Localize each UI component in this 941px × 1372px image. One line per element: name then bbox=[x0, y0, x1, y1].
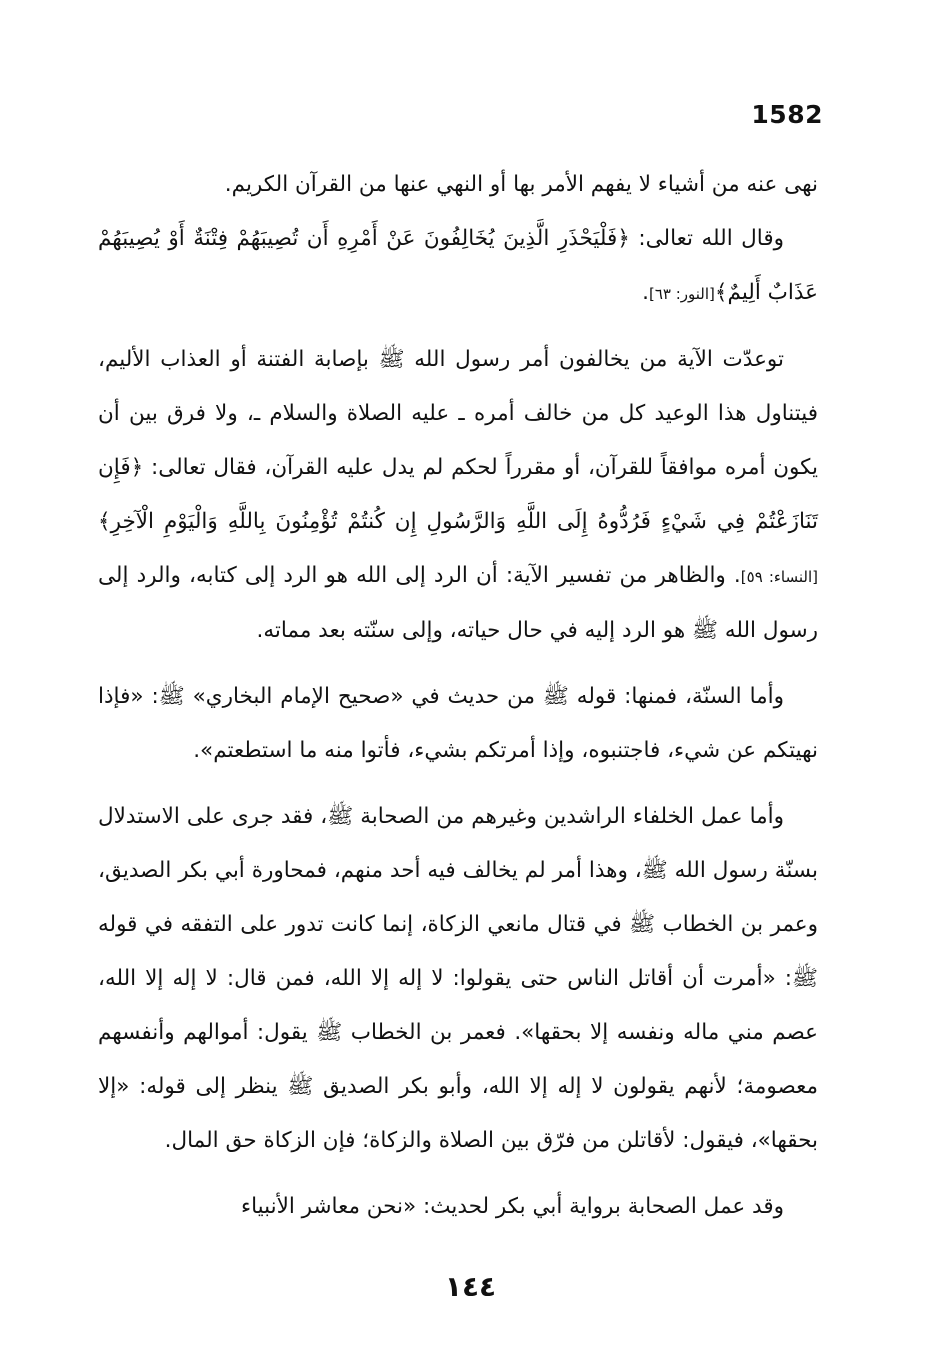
verse-reference: [النور: ٦٣] bbox=[648, 285, 715, 303]
paragraph-text: توعدّت الآية من يخالفون أمر رسول الله ﷺ بإصابة الفتنة أو العذاب الأليم، فيتناول هذا الوعيد كل من خالف أمره ـ عليه الصلاة والسلام ـ، ولا فرق بين أن يكون أمره موافقاً للقرآن، أو مقرراً لحكم لم يدل عليه القرآن، فقال تعالى: bbox=[98, 347, 818, 480]
paragraph-text: . bbox=[642, 280, 649, 305]
paragraph-p1 bbox=[98, 158, 818, 212]
paragraph-p4 bbox=[98, 670, 818, 778]
paragraph-p3 bbox=[98, 333, 818, 658]
folio-number: ١٤٤ bbox=[444, 1270, 497, 1303]
paragraph-text: وأما عمل الخلفاء الراشدين وغيرهم من الصحابة ﷺ، فقد جرى على الاستدلال بسنّة رسول الله ﷺ، وهذا أمر لم يخالف فيه أحد منهم، فمحاورة أبي بكر الصديق، وعمر بن الخطاب ﷺ في قتال مانعي الزكاة، إنما كانت تدور على التفقه في قوله ﷺ: «أمرت أن أقاتل الناس حتى يقولوا: لا إله إلا الله، فمن قال: لا إله إلا الله، عصم مني ماله ونفسه إلا بحقها». فعمر بن الخطاب ﷺ يقول: أموالهم وأنفسهم معصومة؛ لأنهم يقولون لا إله إلا الله، وأبو بكر الصديق ﷺ ينظر إلى قوله: «إلا بحقها»، فيقول: لأقاتلن من فرّق بين الصلاة والزكاة؛ فإن الزكاة حق المال. bbox=[98, 804, 818, 1153]
paragraph-text: وقد عمل الصحابة برواية أبي بكر لحديث: «نحن معاشر الأنبياء bbox=[240, 1194, 784, 1219]
paragraph-text: نهى عنه من أشياء لا يفهم الأمر بها أو النهي عنها من القرآن الكريم. bbox=[224, 172, 818, 197]
paragraph-text: وأما السنّة، فمنها: قوله ﷺ من حديث في «صحيح الإمام البخاري» ﷺ: «فإذا نهيتكم عن شيء، فاجتنبوه، وإذا أمرتكم بشيء، فأتوا منه ما استطعتم». bbox=[98, 684, 818, 763]
page-number: 1582 bbox=[751, 100, 823, 129]
quran-verse: ﴿فَإِن تَنَازَعْتُمْ فِي شَيْءٍ فَرُدُّوهُ إِلَى اللَّهِ وَالرَّسُولِ إِن كُنتُمْ تُؤْمِنُونَ بِاللَّهِ وَالْيَوْمِ الْآخِرِ﴾ bbox=[98, 455, 818, 534]
paragraph-p5 bbox=[98, 790, 818, 1168]
verse-reference: [النساء: ٥٩] bbox=[740, 568, 818, 586]
paragraph-p2 bbox=[98, 212, 818, 321]
paragraph-text: وقال الله تعالى: bbox=[629, 226, 785, 251]
page-body-text bbox=[98, 158, 818, 1234]
paragraph-p6 bbox=[98, 1180, 818, 1234]
paragraph-text: . والظاهر من تفسير الآية: أن الرد إلى الله هو الرد إلى كتابه، والرد إلى رسول الله ﷺ هو الرد إليه في حال حياته، وإلى سنّته بعد مماته. bbox=[98, 563, 818, 643]
quran-verse: ﴿فَلْيَحْذَرِ الَّذِينَ يُخَالِفُونَ عَنْ أَمْرِهِ أَن تُصِيبَهُمْ فِتْنَةٌ أَوْ يُصِيبَهُمْ عَذَابٌ أَلِيمٌ﴾ bbox=[98, 226, 818, 305]
